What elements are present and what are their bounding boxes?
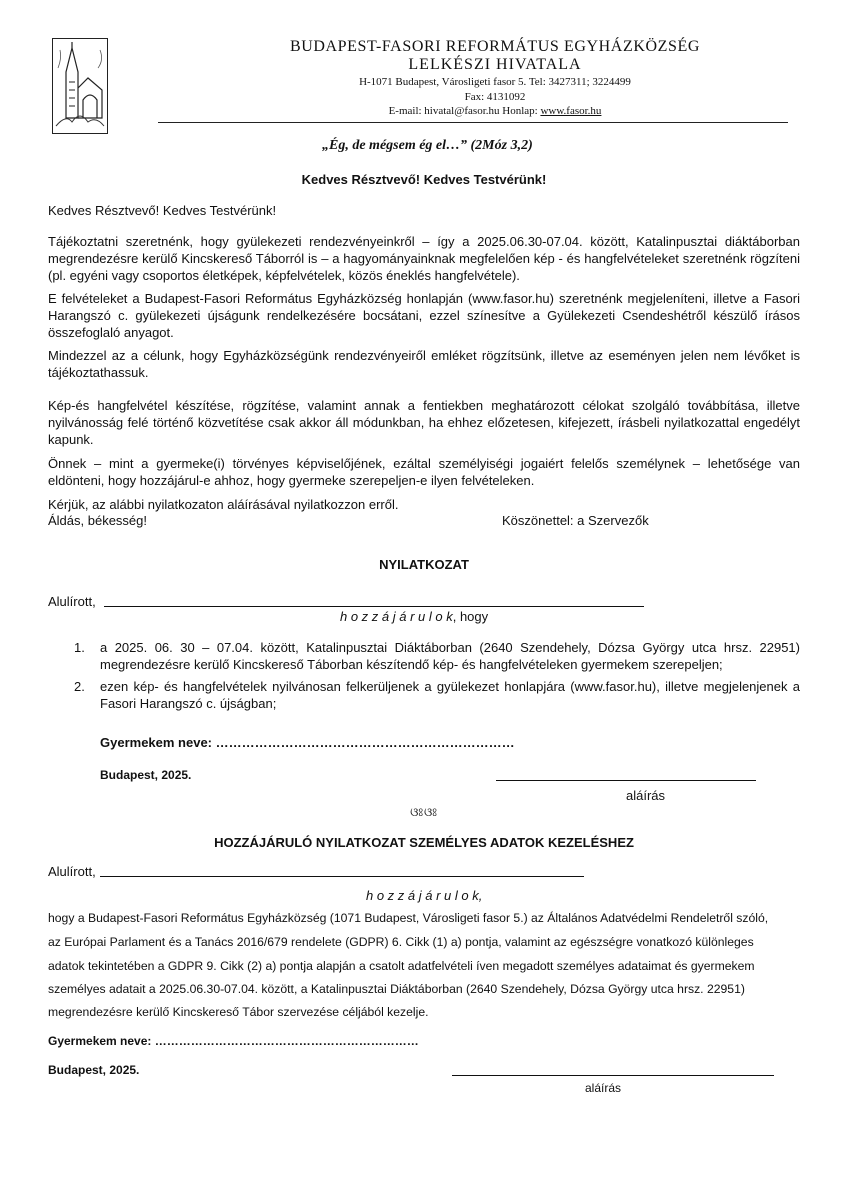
gdpr-text-line: hogy a Budapest-Fasori Református Egyházközség (1071 Budapest, Városligeti fasor 5.) az Általános Adatvédelmi Rendeletről szóló, [48,911,769,925]
place-date: Budapest, 2025. [100,768,192,782]
consent-line [340,608,488,625]
child-name-label: Gyermekem neve: [100,735,216,750]
header-rule [158,122,788,123]
gdpr-consent: h o z z á j á r u l o k, [366,888,483,903]
gdpr-child-name-label: Gyermekem neve: [48,1034,155,1048]
gdpr-text-line: az Európai Parlament és a Tanács 2016/679 rendelete (GDPR) 6. Cikk (1) a) pontja, valamint az egészségre vonatkozó különleges [48,935,754,949]
greeting: Kedves Résztvevő! Kedves Testvérünk! [48,203,277,218]
letter-title: Kedves Résztvevő! Kedves Testvérünk! [301,172,547,187]
list-item: a 2025. 06. 30 – 07.04. között, Katalinpusztai Diáktáborban (2640 Szendehely, Dózsa György utca hrsz. 22951) megrendezésre kerülő Kincskereső Táborban készítendő kép- és hangfelvételeken gyermekem szerepeljen; [100,640,800,672]
item-number-1: 1. [74,640,85,655]
address: H-1071 Budapest, Városligeti fasor 5. Tel: 3427311; 3224499 [359,76,631,88]
church-logo [52,38,108,134]
declaration-title: NYILATKOZAT [379,557,469,572]
gdpr-title: HOZZÁJÁRULÓ NYILATKOZAT SZEMÉLYES ADATOK KEZELÉSHEZ [214,835,634,850]
paragraph-4: Kép-és hangfelvétel készítése, rögzítése, valamint annak a fentiekben meghatározott célokat szolgáló továbbítása, illetve nyilvánosság felé történő közvetítése csak akkor áll módunkban, ha ehhez előzetesen, kifejezett, írásbeli nyilatkozattal engedélyt kapunk. [48,398,800,447]
email-text: E-mail: hivatal@fasor.hu Honlap: [388,105,541,117]
gdpr-child-name-row [48,1034,419,1048]
gdpr-name-line[interactable] [100,876,584,877]
request-text: Kérjük, az alábbi nyilatkozaton aláírásával nyilatkozzon erről. [48,497,399,512]
item-number-2: 2. [74,679,85,694]
contact-line [150,105,840,117]
thanks-text: Köszönettel: a Szervezők [502,513,649,528]
paragraph-2: E felvételeket a Budapest-Fasori Református Egyházközség honlapján (www.fasor.hu) szeretnénk megjeleníteni, illetve a Fasori Harangszó c. gyülekezeti újságunk rendelkezésére bocsátani, ezzel színesítve a Gyülekezeti Csendeshétről készülő írásos összefoglaló anyagot. [48,291,800,340]
gdpr-place-date: Budapest, 2025. [48,1063,140,1077]
office-name: LELKÉSZI HIVATALA [408,56,582,73]
gdpr-signature-label: aláírás [585,1081,622,1095]
list-item: ezen kép- és hangfelvételek nyilvánosan felkerüljenek a gyülekezet honlapjára (www.fasor.hu), illetve megjelenjenek a Fasori Harangszó c. újságban; [100,679,800,711]
name-signature-line[interactable] [104,606,644,607]
ornament-divider: ଓଃଓଃ [410,805,438,819]
consent-suffix: , hogy [452,609,489,624]
signature-label: aláírás [626,788,666,803]
gdpr-text-line: adatok tekintetében a GDPR 9. Cikk (2) a) pontja alapján a csatolt adatfelvételi íven megadott személyes adataimat és gyermekem [48,959,755,973]
fax: Fax: 4131092 [464,91,526,103]
blessing-text: Áldás, békesség! [48,513,148,528]
paragraph-3: Mindezzel az a célunk, hogy Egyházközségünk rendezvényeiről emléket rögzítsünk, illetve az eseményen jelen nem lévőket is tájékoztathassuk. [48,348,800,380]
child-name-field[interactable]: …………………………………………………………… [215,735,515,750]
gdpr-text-line: személyes adatait a 2025.06.30-07.04. között, a Katalinpusztai Diáktáborban (2640 Szendehely, Dózsa György utca hrsz. 22951) [48,982,745,996]
motto: „Ég, de mégsem ég el…” (2Móz 3,2) [322,138,533,153]
gdpr-text-line: megrendezésre kerülő Kincskereső Tábor szervezése céljából kezelje. [48,1005,429,1019]
paragraph-1: Tájékoztatni szeretnénk, hogy gyülekezeti rendezvényeinkről – így a 2025.06.30-07.04. között, Katalinpusztai diáktáborban megrendezésre kerülő Kincskereső Táborról is – a hagyományainknak megfelelően kép - és hangfelvételeket szeretnénk rögzíteni (pl. egyéni vagy csoportos életképek, képfelvételek, közös éneklés hangfelvétele). [48,234,800,283]
child-name-row [100,735,515,750]
undersigned-label: Alulírott, [48,594,96,609]
website-link[interactable]: www.fasor.hu [540,105,602,117]
gdpr-undersigned-label: Alulírott, [48,864,96,879]
gdpr-child-name-field[interactable]: ………………………………………………………… [154,1034,419,1048]
consent-word: h o z z á j á r u l o k [340,609,453,624]
gdpr-signature-line[interactable] [452,1075,774,1076]
org-name: BUDAPEST-FASORI REFORMÁTUS EGYHÁZKÖZSÉG [289,38,701,55]
paragraph-5: Önnek – mint a gyermeke(i) törvényes képviselőjének, ezáltal személyiségi jogaiért felelős személynek – lehetősége van eldönteni, hogy hozzájárul-e ahhoz, hogy gyermeke szerepeljen-e ilyen felvételeken. [48,456,800,488]
signature-line[interactable] [496,780,756,781]
